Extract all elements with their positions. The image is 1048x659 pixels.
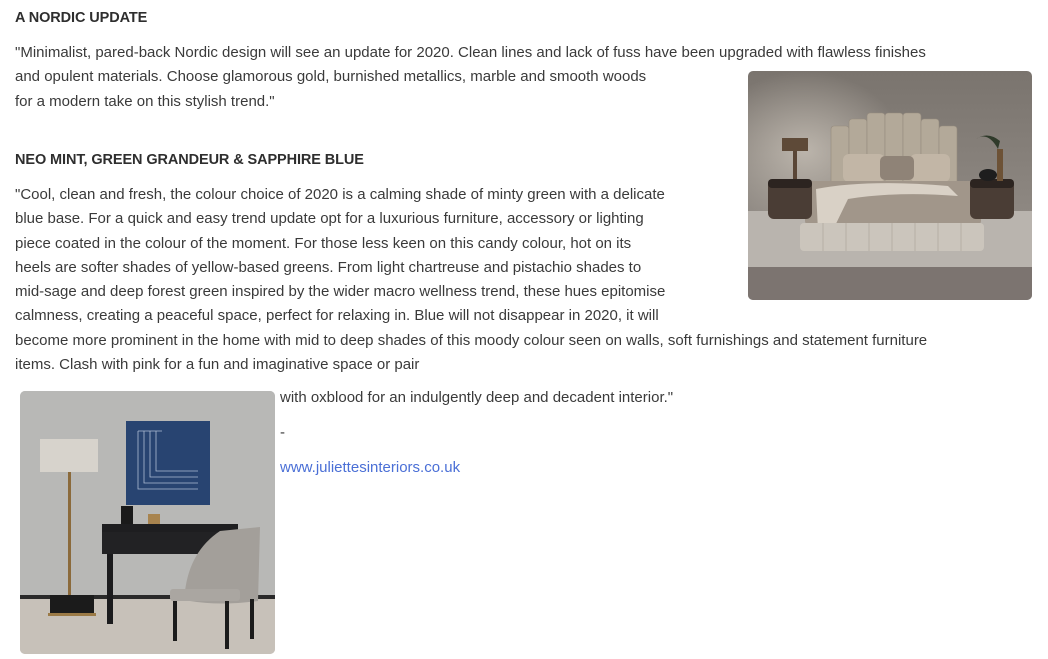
text-line: "Cool, clean and fresh, the colour choice of 2020 is a calming shade of minty green with a delicate [15, 186, 665, 203]
text-line: become more prominent in the home with mid to deep shades of this moody colour seen on walls, soft furnishings and statement furniture [15, 331, 928, 349]
text-line: items. Clash with pink for a fun and imaginative space or pair [15, 356, 420, 374]
text-line: blue base. For a quick and easy trend update opt for a luxurious furniture, accessory or lighting [15, 210, 644, 228]
text-line: for a modern take on this stylish trend." [15, 92, 275, 110]
paragraph-continuation [280, 386, 674, 476]
heading-neo-mint: NEO MINT, GREEN GRANDEUR & SAPPHIRE BLUE [15, 152, 364, 168]
separator-dash: - [280, 424, 285, 441]
text-line: "Minimalist, pared-back Nordic design will see an update for 2020. Clean lines and lack of fuss have been upgraded with flawless finishes [15, 44, 926, 61]
text-line: calmness, creating a peaceful space, perfect for relaxing in. Blue will not disappear in 2020, it will [15, 307, 659, 325]
bedroom-photo [748, 71, 1032, 300]
text-line: piece coated in the colour of the moment. For those less keen on this candy colour, hot on its [15, 234, 632, 252]
text-line: mid-sage and deep forest green inspired by the wider macro wellness trend, these hues epitomise [15, 283, 666, 301]
study-desk-photo [20, 391, 275, 654]
text-line: heels are softer shades of yellow-based greens. From light chartreuse and pistachio shades to [15, 258, 642, 276]
heading-nordic-update: A NORDIC UPDATE [15, 10, 148, 26]
text-line: with oxblood for an indulgently deep and decadent interior." [280, 389, 674, 406]
website-link[interactable]: www.juliettesinteriors.co.uk [280, 459, 461, 476]
text-line: and opulent materials. Choose glamorous gold, burnished metallics, marble and smooth woods [15, 68, 647, 86]
